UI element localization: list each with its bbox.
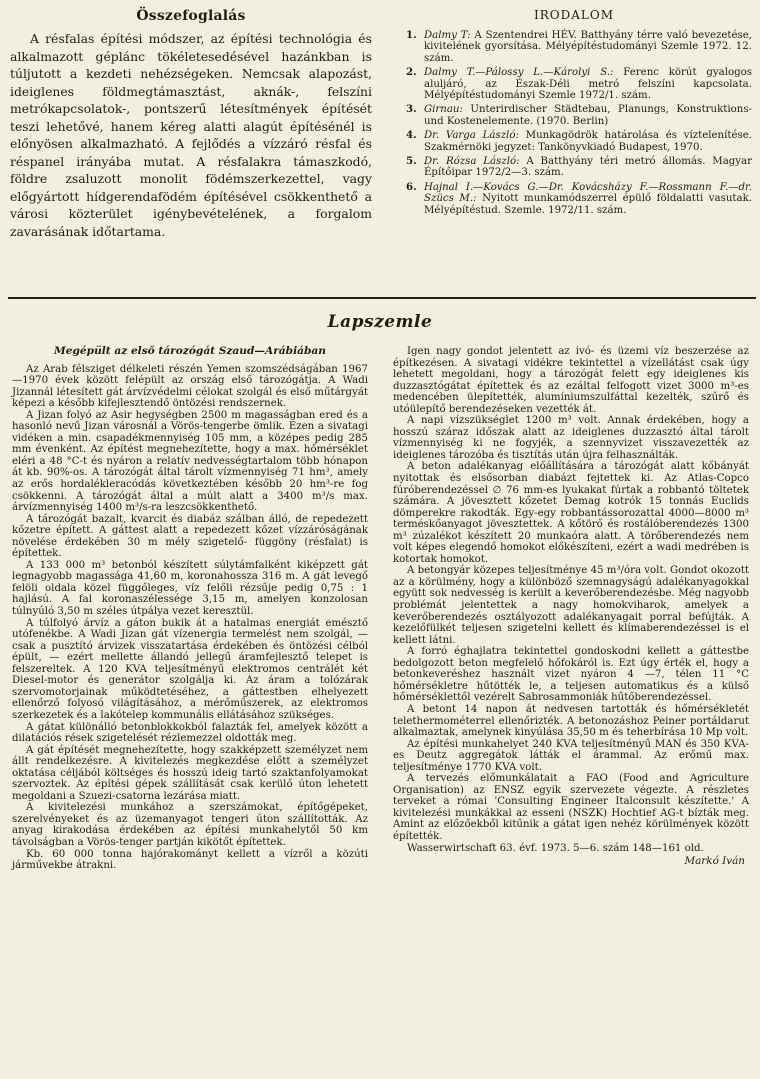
reference-authors: Dalmy T:: [424, 30, 471, 41]
article-paragraph: A gát építését megnehezítette, hogy szakképzett személyzet nem állt rendelkezésre. A kivitelezés megkezdése előtt a személyzet oktatása céljából költséges és hosszú ideig tartó szaktanfolyamokat szervoztek. Az építési gépek szállítását csak kerülő úton lehetett megoldani a Szuezi-csatorna lezárása miatt.: [12, 744, 368, 802]
reference-item: [396, 30, 752, 64]
reference-number: 1.: [406, 29, 417, 41]
reference-text: A Szentendrei HÉV. Batthyány térre való bevezetése, kivitelének gyorsítása. Mélyépítéstudományi Szemle 1972. 12. szám.: [424, 30, 752, 64]
article-paragraph: A tározógát bazalt, kvarcit és diabáz szálban álló, de repedezett kőzetre épített. A gáttest alatt a repedezett kőzet vízzáróságának növelése érdekében 30 m mély szigetelő- függöny (résfalat) is építettek.: [12, 513, 368, 560]
author-signature: Markó Iván: [684, 855, 745, 868]
references-section: [396, 8, 752, 219]
reference-text: Ferenc körút gyalogos aluljáró, az Észak-Déli metró felszíni kapcsolata. Mélyépítéstudományi Szemle 1972/1. szám.: [424, 67, 752, 102]
reference-authors: Dalmy T.—Pálossy L.—Károlyi S.:: [424, 67, 614, 79]
reference-number: 2.: [406, 66, 417, 79]
reference-number: 3.: [406, 103, 417, 116]
reference-authors: Hajnal I.—Kovács G.—Dr. Kovácsházy F.—Rossmann F.—dr. Szücs M.:: [424, 181, 752, 205]
summary-text: A résfalas építési módszer, az építési technológia és alkalmazott géplánc tökéletesedésével hazánkban is túljutott a kezdeti nehézségeken. Nemcsak alapozást, ideiglenes földmegtámasztást, aknák-, felszíni metrókapcsolatok-, pontszerű létesítmények építését teszi lehetővé, hanem kéreg alatti alagút építésénél is előnyösen alkalmazható. A fejlődés a vízzáró résfal és réspanel irányába mutat. A résfalakra támaszkodó, földre zsaluzott monolit födémszerkezettel, vagy előgyártott hídgerendafödém építésével csökkenthető a városi közterület igénybevételének, a forgalom zavarásának időtartama.: [10, 31, 372, 239]
reference-text: Munkagödrök határolása és víztelenítése. Szakmérnöki jegyzet: Tankönyvkiadó Budapest, 1970.: [424, 130, 752, 153]
reference-item: [396, 104, 752, 127]
article-paragraph: A napi vízszükséglet 1200 m³ volt. Annak érdekében, hogy a hosszú száraz időszak alatt az ideiglenes duzzasztó által tárolt vízmennyiség ki ne fogyjék, a szennyvizet visszavezették az ideiglenes tározóba és tisztítás után újra felhasználták.: [393, 415, 749, 461]
summary-section: [10, 8, 372, 240]
article-paragraph: Kb. 60 000 tonna hajórakományt kellett a vízről a közúti járművekbe átrakni.: [12, 848, 368, 872]
reference-number: 6.: [406, 180, 417, 193]
review-left-column: [12, 346, 368, 872]
article-paragraph: A Jizan folyó az Asir hegységben 2500 m magasságban ered és a hasonló nevű Jizan városnál a Vörös-tengerbe ömlik. Ezen a sivatagi vidéken a min. csapadékmennyiség 105 mm, a középes pedig 285 mm évenként. Az építést megnehezítette, hogy a max. hőmérséklet eléri a 48 °C-t és nyáron a relatív nedvességtartalom több hónapon át kb. 90%-os. A tározógát által tárolt vízmennyiség 71 hm³, amely az erős hordalékleracódás következtében később 20 hm³-re fog csökkenni. A tározógát által a múlt alatt a 3400 m³/s max. árvízmennyiség 1400 m³/s-ra leszcsökkenthető.: [12, 409, 368, 514]
section-divider: [8, 297, 756, 299]
article-paragraph: A kivitelezési munkához a szerszámokat, építőgépeket, szerelvényeket és az üzemanyagot tengeri úton szállították. Az anyag kirakodása érdekében az építési munkahelytől 50 km távolságban a Vörös-tenger partján kikötőt építettek.: [12, 802, 368, 848]
summary-title: Összefoglalás: [136, 8, 246, 24]
article-paragraph: A 133 000 m³ betonból készített súlytámfalként kiképzett gát legnagyobb magassága 41,60 m, koronahossza 316 m. A gát levegő felöli oldala közel függőleges, víz felőli rézsűje pedig 0,75 : 1 hajlású. A fal koronaszélessége 3,15 m, amelyen konzolosan túlnyúló 3,50 m széles útpálya vezet keresztül.: [12, 559, 368, 618]
article-paragraph: Igen nagy gondot jelentett az ivó- és üzemi víz beszerzése az építkezésen. A sivatagi vidékre tekintettel a vízellátást csak úgy lehetett megoldani, hogy a tározógát felett egy ideiglenes kis duzzasztógátat építettek és az ezáltal felfogott vizet 3000 m³-es medencében ülepítették, alumíniumszulfáttal kezelték, szűrő és utóülepítő berendezéseken vezették át.: [393, 346, 749, 415]
reference-item: [396, 67, 752, 101]
reference-text: Nyitott munkamódszerrel épülő földalatti vasutak. Mélyépítéstud. Szemle. 1972/11. szám.: [424, 193, 752, 216]
left-paragraphs: [12, 364, 368, 872]
reference-item: [396, 182, 752, 216]
article-paragraph: A betongyár közepes teljesítménye 45 m³/óra volt. Gondot okozott az a körülmény, hogy a különböző szemnagyságú adalékanyagokkal együtt sok nedvesség is került a keverőberendezésbe. Még nagyobb problémát jelentettek a nagy homokviharok, amelyek a keverőberendezés osztályozott adalékanyagait porral befújták. A kezelőfülkét teljesen szigetelni kellett és klímaberendezéssel is el kellett látni.: [393, 565, 749, 646]
references-title: IRODALOM: [534, 8, 614, 22]
article-paragraph: A betont 14 napon át nedvesen tartották és hőmérsékletét telethermométerrel ellenőrizték. A betonozáshoz Peiner portáldarut alkalmaztak, amelynek kinyúlása 35,50 m és teherbírása 10 Mp volt.: [393, 703, 749, 739]
reference-text: A Batthyány téri metró állomás. Magyar Építőipar 1972/2—3. szám.: [424, 156, 752, 179]
reference-authors: Girnau:: [424, 104, 463, 116]
article-paragraph: Az Arab félsziget délkeleti részén Yemen szomszédságában 1967—1970 évek között felépült az ország első tározógátja. A Wadi Jizannál létesített gát árvízvédelmi célokat szolgál és első műtárgyát képezi a később kifejlesztendő öntözési rendszernek.: [12, 363, 368, 410]
reference-item: [396, 130, 752, 153]
article-title: Megépült az első tározógát Szaud—Arábiában: [54, 345, 326, 357]
review-section-title: Lapszemle: [327, 312, 433, 332]
reference-number: 4.: [406, 129, 417, 142]
reference-number: 5.: [406, 155, 417, 168]
article-paragraph: A tervezés előmunkálatait a FAO (Food and Agriculture Organisation) az ENSZ egyik szervezete végezte. A részletes terveket a római 'Consulting Engineer Italconsult készítette.' A kivitelezési munkákkal az esseni (NSZK) Hochtief AG-t bízták meg. Amint az előzőekből kitűnik a gátat igen nehéz körülmények között építették.: [393, 773, 749, 842]
references-list: [396, 30, 752, 216]
reference-authors: Dr. Varga László:: [424, 130, 519, 142]
reference-item: [396, 156, 752, 179]
review-right-column: [393, 346, 749, 868]
reference-authors: Dr. Rózsa László:: [424, 156, 520, 168]
article-paragraph: A beton adalékanyag előállítására a tározógát alatt kőbányát nyitottak és elsősorban diabázt fejtettek ki. Az Atlas-Copco fúróberendezéssel ∅ 76 mm-es lyukakat fúrtak a robbantó töltetek számára. A jövesztett kőzetet Demag kotrók 15 tonnás Euclids dömperekre rakodták. Egy-egy robbantássorozattal 4000—8000 m³ terméskőanyagot jövesztettek. A kőtörő és rostálóberendezés 1300 m³ zúzalékot készített 20 munkaóra alatt. A törőberendezés nem volt képes elegendő homokot előkészíteni, ezért a wadi medrében is kotortak homokot.: [393, 461, 749, 565]
article-paragraph: A túlfolyó árvíz a gáton bukik át a hatalmas energiát emésztő utófenékbe. A Wadi Jizan gát vízenergia termelést nem szolgál, — csak a pusztító árvizek visszatartása érdekében és öntözési célból épült, — ezért mellette állandó jellegű áramfejlesztő telepet is felszereltek. A 120 KVA teljesítményű elektromos centrálét két Diesel-motor és generátor szolgálja ki. Az áram a tolózárak szervomotorjainak működtetéséhez, a gáttestben elhelyezett ellenőrző folyosó világításához, a mérőműszerek, az elektromos szerkezetek és a lakótelep kommunális ellátásához szükséges.: [12, 617, 368, 721]
reference-text: Unterirdischer Städtebau, Planungs, Konstruktions- und Kostenelemente. (1970. Berlin): [424, 104, 752, 127]
article-paragraph: Wasserwirtschaft 63. évf. 1973. 5—6. szám 148—161 old.: [407, 842, 704, 854]
right-paragraphs: [393, 346, 749, 854]
article-paragraph: A gátat különálló betonblokkokból falazták fel, amelyek között a dilatációs rések szigetelését rézlemezzel oldották meg.: [12, 721, 368, 745]
article-paragraph: A forró éghajlatra tekintettel gondoskodni kellett a gáttestbe bedolgozott beton megfelelő hőfokáról is. Ezt úgy érték el, hogy a betonkeveréshez használt vizet nyáron 4 —7, télen 11 °C hőmérsékletre hűtötték le, a teljesen automatikus és a külső hőmérséklettől vezérelt Sabrosammoniák hűtőberendezéssel.: [393, 646, 749, 704]
article-paragraph: Az építési munkahelyet 240 KVA teljesítményű MAN és 350 KVA-es Deutz aggregátok látták el árammal. Az erőmű max. teljesítménye 1770 KVA volt.: [393, 738, 749, 773]
